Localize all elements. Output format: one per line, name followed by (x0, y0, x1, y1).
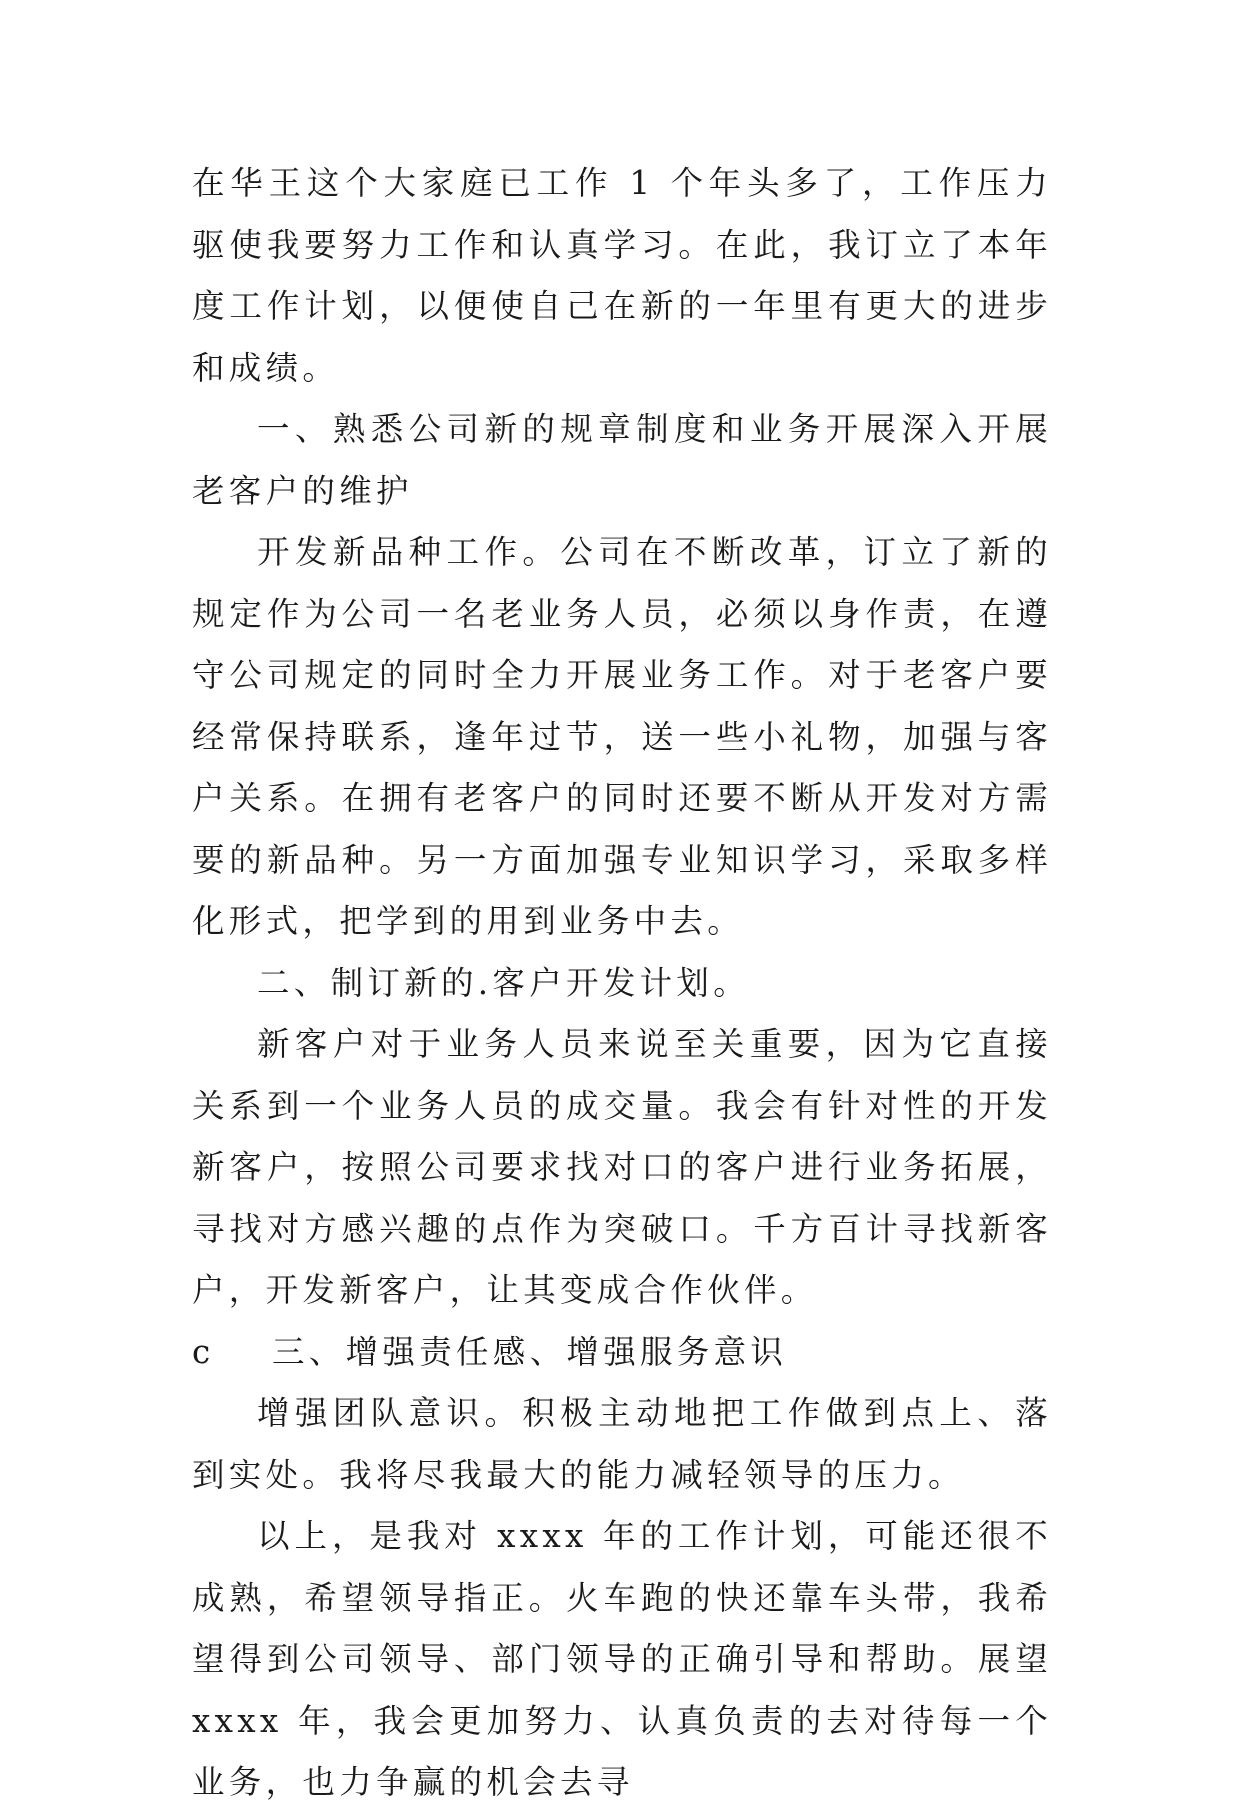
section-three-heading-text: 三、增强责任感、增强服务意识 (272, 1332, 788, 1371)
section-two-heading: 二、制订新的.客户开发计划。 (257, 963, 751, 1002)
section-two-body: 新客户对于业务人员来说至关重要，因为它直接关系到一个业务人员的成交量。我会有针对性的开发新客户，按照公司要求找对口的客户进行业务拓展，寻找对方感兴趣的点作为突破口。千方百计寻找新客户，开发新客户，让其变成合作伙伴。 (192, 1025, 1052, 1309)
closing-paragraph: 以上，是我对 xxxx 年的工作计划，可能还很不成熟，希望领导指正。火车跑的快还靠车头带，我希望得到公司领导、部门领导的正确引导和帮助。展望 xxxx 年，我会更加努力、认真负责的去对待每一个业务，也力争赢的机会去寻 (192, 1517, 1052, 1801)
intro-paragraph: 在华王这个大家庭已工作 1 个年头多了，工作压力驱使我要努力工作和认真学习。在此，我订立了本年度工作计划，以便使自己在新的一年里有更大的进步和成绩。 (192, 164, 1052, 387)
section-one-body: 开发新品种工作。公司在不断改革，订立了新的规定作为公司一名老业务人员，必须以身作责，在遵守公司规定的同时全力开展业务工作。对于老客户要经常保持联系，逢年过节，送一些小礼物，加强与客户关系。在拥有老客户的同时还要不断从开发对方需要的新品种。另一方面加强专业知识学习，采取多样化形式，把学到的用到业务中去。 (192, 533, 1052, 940)
section-three-heading (192, 1322, 1052, 1384)
section-one-heading: 一、熟悉公司新的规章制度和业务开展深入开展老客户的维护 (192, 410, 1052, 510)
stray-marker: c (192, 1332, 211, 1371)
section-three-body: 增强团队意识。积极主动地把工作做到点上、落到实处。我将尽我最大的能力减轻领导的压力。 (192, 1394, 1052, 1494)
document-body (192, 153, 1052, 1814)
